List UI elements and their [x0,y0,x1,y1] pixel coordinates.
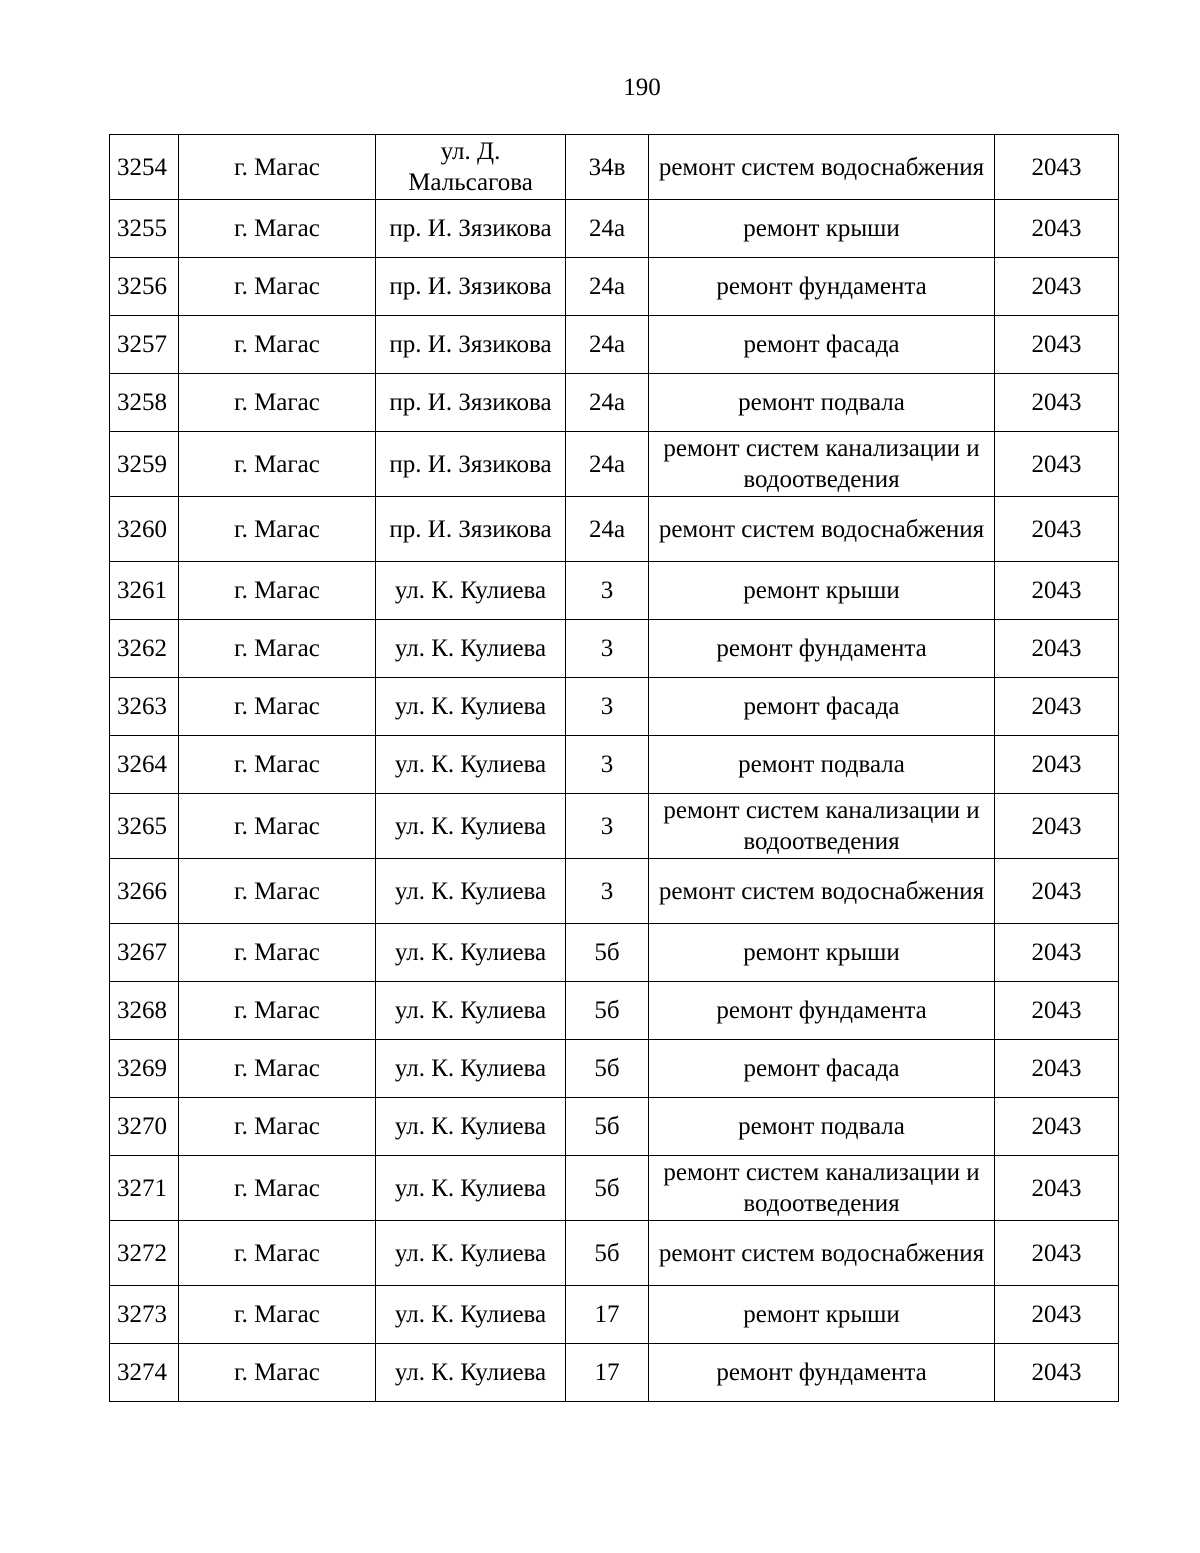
cell-street: ул. К. Кулиева [376,924,566,982]
table-row [110,982,1119,1040]
cell-house: 24а [566,200,649,258]
cell-year: 2043 [995,562,1119,620]
cell-work-type: ремонт систем водоснабжения [649,1221,995,1286]
cell-city: г. Магас [179,1098,376,1156]
cell-row-number: 3260 [110,497,179,562]
cell-work-type: ремонт крыши [649,924,995,982]
table-row [110,135,1119,200]
cell-city: г. Магас [179,620,376,678]
cell-street: ул. К. Кулиева [376,736,566,794]
cell-work-type: ремонт фасада [649,1040,995,1098]
cell-work-type: ремонт подвала [649,374,995,432]
cell-house: 5б [566,1098,649,1156]
cell-city: г. Магас [179,1344,376,1402]
cell-row-number: 3268 [110,982,179,1040]
page-number: 190 [623,74,661,101]
cell-city: г. Магас [179,432,376,497]
cell-row-number: 3258 [110,374,179,432]
cell-city: г. Магас [179,374,376,432]
cell-house: 24а [566,497,649,562]
cell-street: пр. И. Зязикова [376,200,566,258]
table-row [110,678,1119,736]
cell-row-number: 3262 [110,620,179,678]
table-row [110,497,1119,562]
cell-house: 24а [566,374,649,432]
cell-work-type: ремонт фасада [649,678,995,736]
table-row [110,1156,1119,1221]
cell-work-type: ремонт крыши [649,200,995,258]
cell-street: ул. К. Кулиева [376,859,566,924]
cell-house: 5б [566,924,649,982]
cell-street: ул. Д. Мальсагова [376,135,566,200]
cell-work-type: ремонт крыши [649,562,995,620]
cell-row-number: 3273 [110,1286,179,1344]
cell-house: 5б [566,1156,649,1221]
cell-house: 24а [566,316,649,374]
cell-work-type: ремонт систем канализации и водоотведения [649,794,995,859]
cell-city: г. Магас [179,1156,376,1221]
cell-year: 2043 [995,497,1119,562]
cell-street: ул. К. Кулиева [376,794,566,859]
cell-street: ул. К. Кулиева [376,678,566,736]
cell-street: пр. И. Зязикова [376,432,566,497]
cell-city: г. Магас [179,1040,376,1098]
cell-street: ул. К. Кулиева [376,1221,566,1286]
cell-work-type: ремонт систем водоснабжения [649,135,995,200]
table-row [110,562,1119,620]
cell-work-type: ремонт фундамента [649,1344,995,1402]
cell-work-type: ремонт систем водоснабжения [649,497,995,562]
cell-city: г. Магас [179,562,376,620]
cell-city: г. Магас [179,924,376,982]
cell-work-type: ремонт фасада [649,316,995,374]
cell-row-number: 3274 [110,1344,179,1402]
cell-year: 2043 [995,1156,1119,1221]
cell-city: г. Магас [179,736,376,794]
cell-row-number: 3264 [110,736,179,794]
cell-city: г. Магас [179,497,376,562]
cell-street: пр. И. Зязикова [376,258,566,316]
cell-street: пр. И. Зязикова [376,497,566,562]
cell-street: ул. К. Кулиева [376,620,566,678]
cell-house: 17 [566,1286,649,1344]
cell-year: 2043 [995,736,1119,794]
cell-row-number: 3256 [110,258,179,316]
cell-house: 17 [566,1344,649,1402]
cell-year: 2043 [995,258,1119,316]
cell-city: г. Магас [179,859,376,924]
table-body [110,135,1119,1402]
cell-row-number: 3270 [110,1098,179,1156]
table-row [110,736,1119,794]
cell-row-number: 3265 [110,794,179,859]
cell-street: ул. К. Кулиева [376,562,566,620]
cell-house: 3 [566,736,649,794]
table-row [110,924,1119,982]
cell-row-number: 3259 [110,432,179,497]
cell-city: г. Магас [179,1286,376,1344]
cell-house: 34в [566,135,649,200]
cell-year: 2043 [995,620,1119,678]
cell-city: г. Магас [179,678,376,736]
cell-work-type: ремонт подвала [649,1098,995,1156]
cell-city: г. Магас [179,1221,376,1286]
cell-house: 3 [566,678,649,736]
cell-row-number: 3255 [110,200,179,258]
cell-year: 2043 [995,678,1119,736]
cell-year: 2043 [995,1098,1119,1156]
cell-year: 2043 [995,135,1119,200]
cell-work-type: ремонт систем канализации и водоотведения [649,432,995,497]
cell-city: г. Магас [179,258,376,316]
table-row [110,859,1119,924]
cell-street: ул. К. Кулиева [376,1344,566,1402]
cell-house: 3 [566,794,649,859]
cell-street: пр. И. Зязикова [376,316,566,374]
cell-year: 2043 [995,859,1119,924]
cell-year: 2043 [995,1040,1119,1098]
table-row [110,1098,1119,1156]
cell-house: 3 [566,620,649,678]
cell-row-number: 3267 [110,924,179,982]
cell-year: 2043 [995,1344,1119,1402]
cell-year: 2043 [995,200,1119,258]
cell-row-number: 3254 [110,135,179,200]
cell-work-type: ремонт систем водоснабжения [649,859,995,924]
table-row [110,374,1119,432]
cell-work-type: ремонт фундамента [649,982,995,1040]
cell-work-type: ремонт фундамента [649,620,995,678]
repair-schedule-table [109,134,1119,1402]
cell-work-type: ремонт подвала [649,736,995,794]
cell-house: 24а [566,432,649,497]
cell-street: ул. К. Кулиева [376,1098,566,1156]
cell-year: 2043 [995,1221,1119,1286]
table-row [110,200,1119,258]
cell-house: 5б [566,982,649,1040]
cell-year: 2043 [995,316,1119,374]
table-row [110,432,1119,497]
cell-row-number: 3272 [110,1221,179,1286]
cell-city: г. Магас [179,200,376,258]
cell-year: 2043 [995,924,1119,982]
cell-year: 2043 [995,374,1119,432]
cell-house: 24а [566,258,649,316]
cell-city: г. Магас [179,316,376,374]
cell-city: г. Магас [179,794,376,859]
cell-house: 3 [566,562,649,620]
table-row [110,1344,1119,1402]
cell-year: 2043 [995,1286,1119,1344]
cell-row-number: 3263 [110,678,179,736]
table-row [110,316,1119,374]
cell-row-number: 3271 [110,1156,179,1221]
cell-street: ул. К. Кулиева [376,1286,566,1344]
cell-house: 3 [566,859,649,924]
cell-street: пр. И. Зязикова [376,374,566,432]
cell-street: ул. К. Кулиева [376,1156,566,1221]
cell-year: 2043 [995,432,1119,497]
cell-house: 5б [566,1221,649,1286]
cell-house: 5б [566,1040,649,1098]
cell-row-number: 3257 [110,316,179,374]
cell-city: г. Магас [179,982,376,1040]
cell-row-number: 3266 [110,859,179,924]
table-row [110,794,1119,859]
cell-year: 2043 [995,794,1119,859]
table-row [110,1040,1119,1098]
cell-street: ул. К. Кулиева [376,1040,566,1098]
cell-work-type: ремонт систем канализации и водоотведения [649,1156,995,1221]
cell-row-number: 3261 [110,562,179,620]
table-row [110,1286,1119,1344]
cell-year: 2043 [995,982,1119,1040]
cell-work-type: ремонт крыши [649,1286,995,1344]
cell-street: ул. К. Кулиева [376,982,566,1040]
cell-city: г. Магас [179,135,376,200]
table-row [110,258,1119,316]
table-row [110,620,1119,678]
cell-row-number: 3269 [110,1040,179,1098]
cell-work-type: ремонт фундамента [649,258,995,316]
table-row [110,1221,1119,1286]
